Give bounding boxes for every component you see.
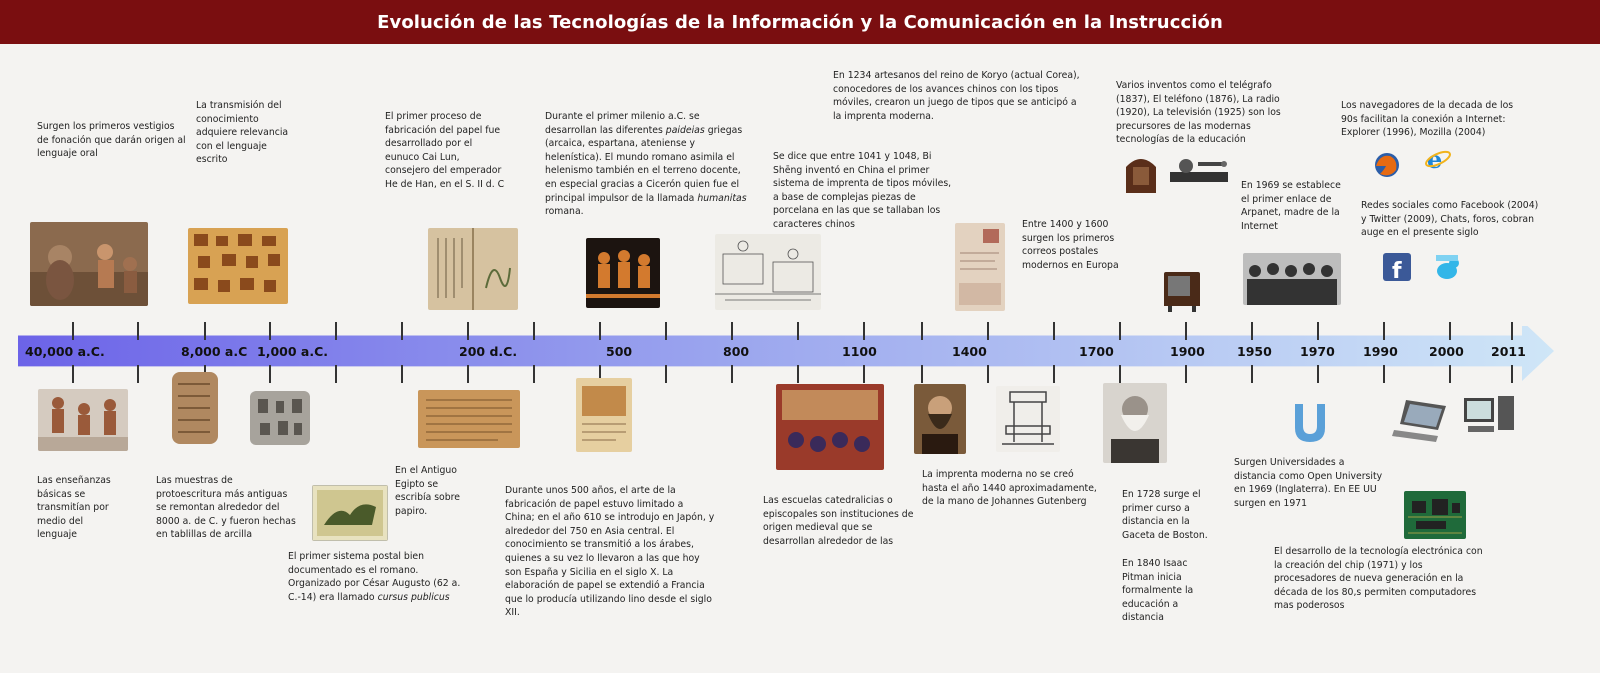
timeline-tick bbox=[137, 365, 139, 383]
text-paideias: Durante el primer milenio a.C. se desarrollan las diferentes paideias griegas (arcaica, espartana, ateniense y helenística). El mundo romano asimila el helenismo también en el terreno docente, en especial gracias a Cicerón quien fue el principal impulsor de la llamada humanitas romana. bbox=[545, 111, 747, 218]
timeline-label: 2011 bbox=[1491, 344, 1526, 359]
text-browsers: Los navegadores de la decada de los 90s facilitan la conexión a Internet: Explorer (1996), Mozilla (2004) bbox=[1341, 100, 1514, 139]
timeline-tick bbox=[1383, 322, 1385, 340]
timeline-label: 1100 bbox=[842, 344, 877, 359]
timeline-tick bbox=[137, 322, 139, 340]
timeline-tick bbox=[1119, 322, 1121, 340]
timeline-tick bbox=[533, 322, 535, 340]
timeline-tick bbox=[72, 322, 74, 340]
papyrus-image bbox=[418, 390, 520, 448]
timeline-tick bbox=[269, 365, 271, 383]
text-oral-language: Surgen los primeros vestigios de fonación que darán origen al lenguaje oral bbox=[37, 121, 186, 160]
clay-pictograms-image bbox=[248, 389, 312, 447]
timeline-tick bbox=[204, 322, 206, 340]
timeline-tick bbox=[1449, 365, 1451, 383]
timeline-tick bbox=[72, 365, 74, 383]
facebook-icon bbox=[1383, 253, 1411, 281]
page-title: Evolución de las Tecnologías de la Información y la Comunicación en la Instrucción bbox=[377, 11, 1223, 33]
timeline-tick bbox=[1251, 322, 1253, 340]
timeline-tick bbox=[1383, 365, 1385, 383]
clay-tablet-glyphs-image bbox=[188, 228, 288, 304]
timeline-label: 2000 bbox=[1429, 344, 1464, 359]
timeline-tick bbox=[987, 322, 989, 340]
svg-text:e: e bbox=[1427, 146, 1443, 172]
text-chip: El desarrollo de la tecnología electrónica con la creación del chip (1971) y los procesadores de nueva generación en la década de los 80,s permiten computadores mas poderosos bbox=[1274, 546, 1483, 612]
text-protowriting: Las muestras de protoescritura más antiguas se remontan alrededor del 8000 a. de C. y fueron hechas en tablillas de arcilla bbox=[156, 475, 296, 541]
text-open-university: Surgen Universidades a distancia como Open University en 1969 (Inglaterra). En EE UU surgen en 1971 bbox=[1234, 457, 1383, 509]
cuneiform-tablet-image bbox=[170, 370, 220, 446]
open-university-logo-image bbox=[1291, 402, 1329, 446]
postal-letter-image bbox=[955, 223, 1005, 311]
timeline-tick bbox=[269, 322, 271, 340]
text-pitman: En 1840 Isaac Pitman inicia formalmente la educación a distancia bbox=[1122, 558, 1194, 624]
timeline-label: 1970 bbox=[1300, 344, 1335, 359]
timeline-tick bbox=[599, 322, 601, 340]
roman-stamp-image bbox=[312, 485, 388, 541]
timeline-tick bbox=[921, 322, 923, 340]
chinese-book-image bbox=[428, 228, 518, 310]
timeline-label: 1900 bbox=[1170, 344, 1205, 359]
radio-image bbox=[1124, 153, 1158, 193]
timeline-tick bbox=[987, 365, 989, 383]
text-basic-teaching: Las enseñanzas básicas se transmitían por medio del lenguaje bbox=[37, 475, 111, 541]
timeline-tick bbox=[1511, 365, 1513, 383]
manuscript-image bbox=[576, 378, 632, 452]
text-koryo: En 1234 artesanos del reino de Koryo (actual Corea), conocedores de los avances chinos con los tipos móviles, crearon un juego de tipos que se anticipó a la imprenta moderna. bbox=[833, 70, 1080, 122]
text-arpanet: En 1969 se establece el primer enlace de Arpanet, madre de la Internet bbox=[1241, 180, 1341, 232]
gutenberg-portrait-image bbox=[914, 384, 966, 454]
svg-text:f: f bbox=[1392, 259, 1402, 281]
timeline-tick bbox=[665, 322, 667, 340]
greek-vase-image bbox=[586, 238, 660, 308]
text-cursus-publicus: El primer sistema postal bien documentado es el romano. Organizado por César Augusto (62 a. C.-14) era llamado cursus publicus bbox=[288, 551, 461, 603]
timeline-tick bbox=[1449, 322, 1451, 340]
timeline-tick bbox=[731, 365, 733, 383]
text-paper-spread: Durante unos 500 años, el arte de la fabricación de papel estuvo limitado a China; en el año 610 se introdujo en Japón, y alrededor del 750 en Asia central. El conocimiento se transmitió a los árabes, quienes a su vez lo llevaron a las que hoy son España y Sicilia en el siglo X. La elaboración de papel se extendió a Francia que lo producía utilizando lino desde el siglo XII. bbox=[505, 485, 715, 619]
text-boston-course: En 1728 surge el primer curso a distancia en la Gaceta de Boston. bbox=[1122, 489, 1208, 541]
telegraph-image bbox=[1166, 152, 1232, 184]
timeline-tick bbox=[1317, 322, 1319, 340]
cave-teaching-image bbox=[38, 389, 128, 451]
timeline-tick bbox=[863, 322, 865, 340]
timeline-tick bbox=[533, 365, 535, 383]
timeline-label: 40,000 a.C. bbox=[25, 344, 105, 359]
timeline-tick bbox=[335, 322, 337, 340]
timeline-tick bbox=[467, 322, 469, 340]
timeline-tick bbox=[1185, 322, 1187, 340]
timeline-tick bbox=[401, 322, 403, 340]
arpanet-group-photo-image bbox=[1243, 253, 1341, 305]
timeline-tick bbox=[863, 365, 865, 383]
timeline-tick bbox=[1053, 365, 1055, 383]
timeline-tick bbox=[467, 365, 469, 383]
text-inventions: Varios inventos como el telégrafo (1837), El teléfono (1876), La radio (1920), La televisión (1925) son los precursores de las modernas tecnologías de la educación bbox=[1116, 80, 1281, 146]
twitter-icon bbox=[1432, 253, 1462, 281]
timeline-label: 1990 bbox=[1363, 344, 1398, 359]
timeline-tick bbox=[665, 365, 667, 383]
chinese-printing-image bbox=[715, 234, 821, 310]
timeline-label: 1700 bbox=[1079, 344, 1114, 359]
timeline-tick bbox=[731, 322, 733, 340]
timeline-tick bbox=[335, 365, 337, 383]
timeline-tick bbox=[921, 365, 923, 383]
timeline-label: 8,000 a.C bbox=[181, 344, 248, 359]
text-social-networks: Redes sociales como Facebook (2004) y Twitter (2009), Chats, foros, cobran auge en el presente siglo bbox=[1361, 200, 1539, 239]
pitman-portrait-image bbox=[1103, 383, 1167, 463]
desktop-computer-image bbox=[1462, 394, 1518, 440]
internet-explorer-icon bbox=[1424, 146, 1452, 172]
text-bi-sheng: Se dice que entre 1041 y 1048, Bi Shēng inventó en China el primer sistema de imprenta de tipos móviles, a base de complejas piezas de porcelana en las que se tallaban los caracteres chinos bbox=[773, 151, 952, 230]
text-written-language: La transmisión del conocimiento adquiere relevancia con el lenguaje escrito bbox=[196, 100, 289, 166]
timeline-label: 800 bbox=[723, 344, 750, 359]
timeline-label: 200 d.C. bbox=[459, 344, 518, 359]
timeline-tick bbox=[1185, 365, 1187, 383]
timeline-label: 1950 bbox=[1237, 344, 1272, 359]
text-papyrus: En el Antiguo Egipto se escribía sobre papiro. bbox=[395, 465, 460, 517]
cave-people-image bbox=[30, 222, 148, 306]
text-gutenberg: La imprenta moderna no se creó hasta el año 1440 aproximadamente, de la mano de Johannes Gutenberg bbox=[922, 469, 1097, 508]
timeline-label: 500 bbox=[606, 344, 633, 359]
timeline-tick bbox=[1511, 322, 1513, 340]
cathedral-school-image bbox=[776, 384, 884, 470]
circuit-board-image bbox=[1404, 491, 1466, 539]
text-postal-europe: Entre 1400 y 1600 surgen los primeros correos postales modernos en Europa bbox=[1022, 219, 1119, 271]
laptop-image bbox=[1392, 396, 1450, 446]
timeline-tick bbox=[797, 322, 799, 340]
timeline-tick bbox=[797, 365, 799, 383]
printing-press-image bbox=[996, 386, 1060, 452]
timeline-label: 1,000 a.C. bbox=[257, 344, 328, 359]
timeline-arrow bbox=[18, 326, 1584, 384]
timeline-tick bbox=[401, 365, 403, 383]
text-cai-lun-paper: El primer proceso de fabricación del papel fue desarrollado por el eunuco Cai Lun, consejero del emperador He de Han, en el S. II d. C bbox=[385, 111, 505, 190]
television-image bbox=[1164, 272, 1200, 312]
timeline-tick bbox=[1317, 365, 1319, 383]
firefox-icon bbox=[1374, 152, 1400, 178]
timeline-tick bbox=[1053, 322, 1055, 340]
header-bar bbox=[0, 0, 1600, 44]
timeline-tick bbox=[1251, 365, 1253, 383]
timeline-tick bbox=[1119, 365, 1121, 383]
text-cathedral-schools: Las escuelas catedralicias o episcopales son instituciones de origen medieval que se desarrollan alrededor de las bbox=[763, 495, 914, 547]
timeline-label: 1400 bbox=[952, 344, 987, 359]
